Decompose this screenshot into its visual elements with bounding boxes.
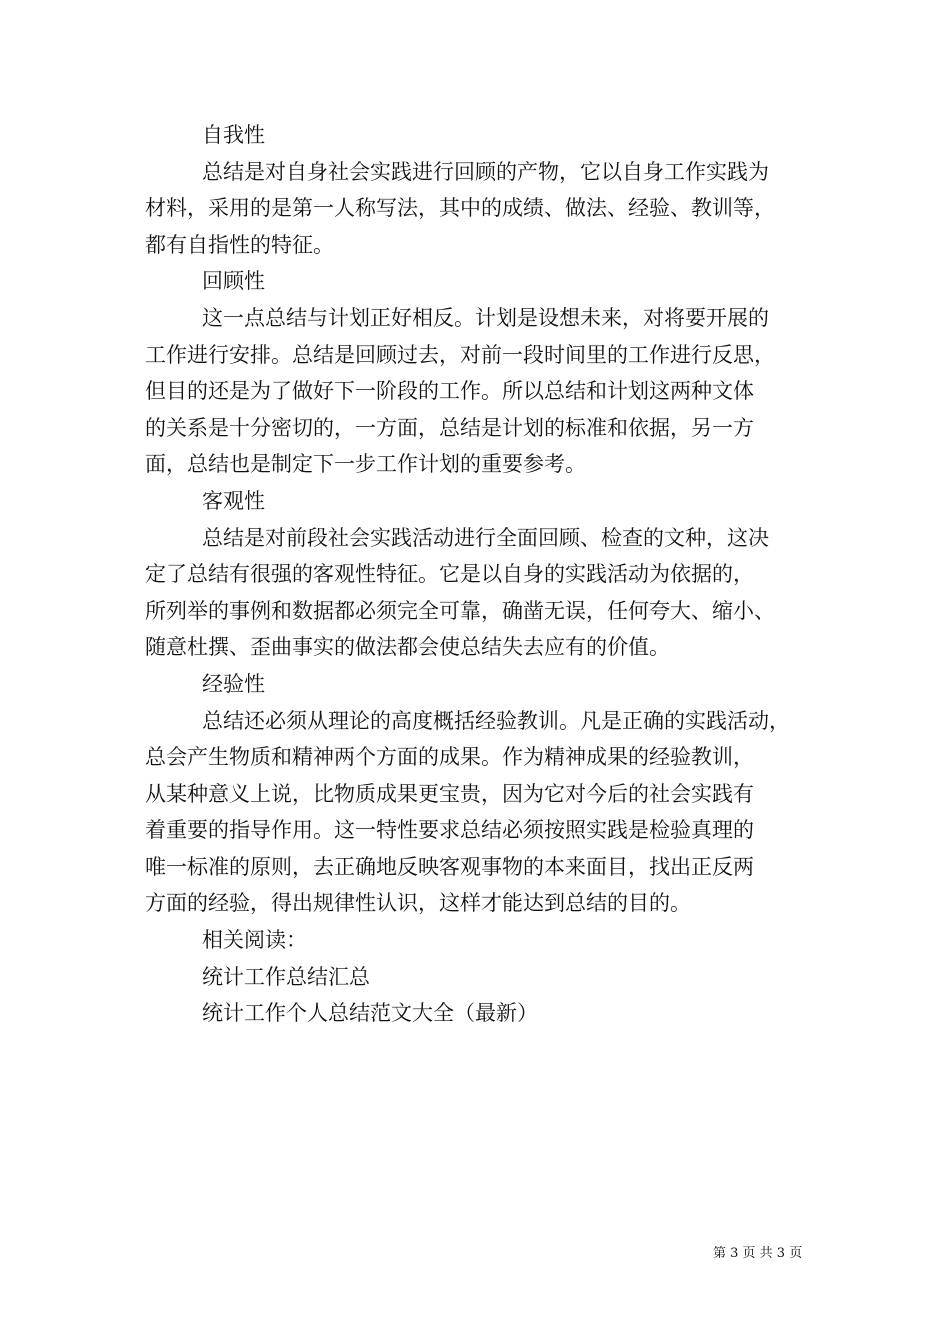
paragraph-line: 定了总结有很强的客观性特征。它是以自身的实践活动为依据的， — [145, 562, 754, 587]
paragraph-line: 所列举的事例和数据都必须完全可靠，确凿无误，任何夸大、缩小、 — [145, 598, 775, 623]
paragraph-line: 总结是对自身社会实践进行回顾的产物，它以自身工作实践为 — [202, 159, 769, 184]
related-link-personal-summary: 统计工作个人总结范文大全（最新） — [202, 1001, 538, 1026]
section-heading-objectivity: 客观性 — [202, 488, 265, 513]
paragraph-line: 这一点总结与计划正好相反。计划是设想未来，对将要开展的 — [202, 305, 769, 330]
paragraph-line: 面，总结也是制定下一步工作计划的重要参考。 — [145, 452, 586, 477]
paragraph-line: 但目的还是为了做好下一阶段的工作。所以总结和计划这两种文体 — [145, 379, 754, 404]
paragraph-line: 材料，采用的是第一人称写法，其中的成绩、做法、经验、教训等， — [145, 196, 775, 221]
page-number: 第 3 页 共 3 页 — [713, 1246, 803, 1261]
paragraph-line: 的关系是十分密切的，一方面，总结是计划的标准和依据，另一方 — [145, 415, 754, 440]
related-reading-label: 相关阅读： — [202, 928, 307, 953]
paragraph-line: 唯一标准的原则，去正确地反映客观事物的本来面目，找出正反两 — [145, 854, 754, 879]
paragraph-line: 方面的经验，得出规律性认识，这样才能达到总结的目的。 — [145, 891, 691, 916]
paragraph-line: 总结是对前段社会实践活动进行全面回顾、检查的文种，这决 — [202, 525, 769, 550]
section-heading-self-reference: 自我性 — [202, 123, 265, 147]
paragraph-line: 随意杜撰、歪曲事实的做法都会使总结失去应有的价值。 — [145, 635, 670, 660]
paragraph-line: 从某种意义上说，比物质成果更宝贵，因为它对今后的社会实践有 — [145, 781, 754, 806]
paragraph-line: 工作进行安排。总结是回顾过去，对前一段时间里的工作进行反思， — [145, 342, 775, 367]
paragraph-line: 总会产生物质和精神两个方面的成果。作为精神成果的经验教训， — [145, 745, 754, 770]
paragraph-line: 都有自指性的特征。 — [145, 232, 334, 257]
document-body — [145, 117, 825, 1032]
section-heading-review: 回顾性 — [202, 269, 265, 294]
paragraph-line: 着重要的指导作用。这一特性要求总结必须按照实践是检验真理的 — [145, 818, 754, 843]
section-heading-experience: 经验性 — [202, 671, 265, 696]
related-link-statistics-summary: 统计工作总结汇总 — [202, 964, 370, 989]
paragraph-line: 总结还必须从理论的高度概括经验教训。凡是正确的实践活动， — [202, 708, 790, 733]
